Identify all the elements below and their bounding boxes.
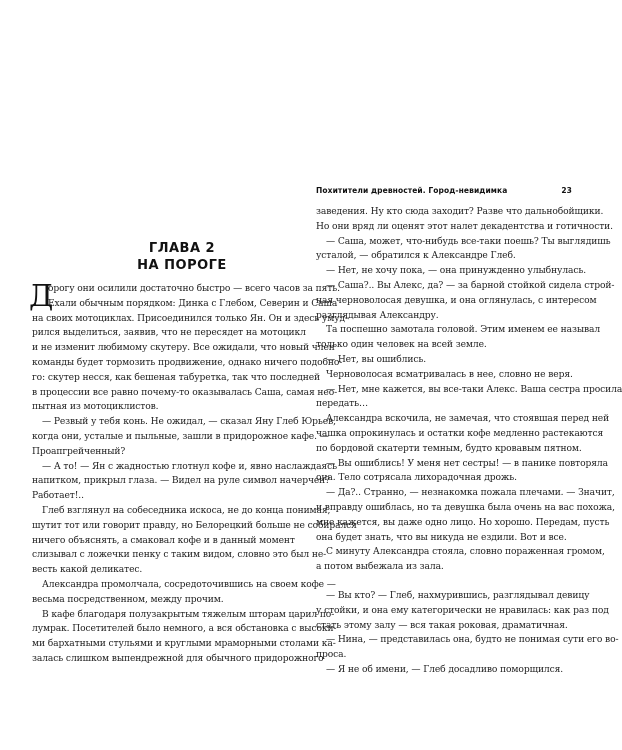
text-line: заведения. Ну кто сюда заходит? Разве что дальнобойщики. (316, 207, 604, 217)
text-line: у стойки, и она ему категорически не нравилась: как раз под (316, 605, 609, 616)
text-line: Глеб взглянул на собеседника искоса, не до конца понимая, (42, 505, 331, 516)
text-line: Д орогу они осилили достаточно быстро — всего часов за пять. (29, 279, 340, 314)
text-line: — А то! — Ян с жадностью глотнул кофе и, явно наслаждаясь (42, 461, 337, 472)
text-line: когда они, усталые и пыльные, зашли в придорожное кафе. — (32, 431, 329, 442)
text-line: ми бархатными стульями и круглыми мраморными столами ка- (32, 639, 336, 650)
text-line: лумрак. Посетителей было немного, а вся обстановка с высоки- (32, 624, 337, 635)
text-line: проса. (316, 650, 347, 661)
text-line: ничего объяснять, а смаковал кофе и в данный момент (32, 535, 295, 546)
text-line: — Саша?.. Вы Алекс, да? — за барной стойкой сидела строй- (326, 280, 615, 291)
text-line: — Нет, не хочу пока, — она принужденно улыбнулась. (326, 266, 587, 277)
right-body-text (316, 205, 622, 678)
text-line: Александра промолчала, сосредоточившись на своем кофе — (42, 579, 336, 590)
text-line: и вправду ошиблась, но та девушка была очень на вас похожа, (316, 502, 615, 513)
text-line: стать этому залу — вся такая роковая, драматичная. (316, 620, 568, 631)
text-line: — Вы кто? — Глеб, нахмурившись, разглядывал девицу (326, 590, 590, 601)
text-line: — Нет, вы ошиблись. (326, 354, 427, 365)
text-line: весьма посредственном, между прочим. (32, 594, 224, 605)
running-head (316, 186, 572, 195)
text-line: — Нина, — представилась она, будто не понимая сути его во- (326, 635, 619, 646)
text-line: передать… (316, 399, 369, 410)
text-line: Та поспешно замотала головой. Этим именем ее называл (326, 325, 601, 336)
text-line: В кафе благодаря полузакрытым тяжелым шторам царил по- (42, 609, 335, 620)
text-line: она. Тело сотрясала лихорадочная дрожь. (316, 473, 517, 484)
text-line: — Вы ошиблись! У меня нет сестры! — в панике повторяла (326, 458, 608, 469)
text-line: только один человек на всей земле. (316, 340, 487, 351)
text-line: — Резвый у тебя конь. Не ожидал, — сказал Яну Глеб Юрьев, (42, 417, 336, 428)
running-head-title: Похитители древностей. Город-невидимка (316, 186, 508, 195)
text-line: усталой, — обратился к Александре Глеб. (316, 251, 516, 262)
page-number: 23 (561, 186, 572, 195)
text-line: Черноволосая всматривалась в нее, словно не веря. (326, 369, 573, 380)
text-line: пытная из мотоциклистов. (32, 402, 159, 413)
text-line: мне кажется, вы даже одно лицо. Но хорошо. Передам, пусть (316, 517, 610, 528)
text-line: Но они вряд ли оценят этот налет декадентства и готичности. (316, 221, 613, 232)
chapter-heading (92, 240, 272, 274)
text-line: Ехали обычным порядком: Динка с Глебом, Северин и Саша (48, 298, 338, 309)
text-line: и не изменит любимому скутеру. Все ожидали, что новый член (32, 343, 335, 354)
text-line: — Я не об имени, — Глеб досадливо поморщился. (326, 664, 564, 675)
text-line: го: скутер несся, как бешеная табуретка, так что последней (32, 372, 321, 383)
text-line: она будет знать, что вы никуда не ездили. Вот и все. (316, 532, 567, 543)
text-line: Проапгрейченный? (32, 446, 126, 457)
chapter-title: НА ПОРОГЕ (137, 258, 227, 273)
text-line: по бордовой скатерти темным, будто кровавым пятном. (316, 443, 582, 454)
text-line: шутит тот или говорит правду, но Белорецкий больше не собирался (32, 520, 357, 531)
text-line: команды будет тормозить продвижение, однако ничего подобно- (32, 357, 343, 368)
text-line: — Нет, мне кажется, вы все-таки Алекс. Ваша сестра просила (326, 384, 622, 395)
chapter-number: ГЛАВА 2 (148, 241, 216, 256)
right-page (300, 0, 622, 750)
text-line: в процессии все равно почему-то оказывалась Саша, самая нео- (32, 387, 338, 398)
text-line: на своих мотоциклах. Присоединился только Ян. Он и здесь умуд- (32, 313, 348, 324)
drop-cap: Д (29, 279, 54, 314)
text-line: — Саша, может, что-нибудь все-таки поешь? Ты выглядишь (326, 236, 611, 247)
text-line: — Да?.. Странно, — незнакомка пожала плечами. — Значит, (326, 488, 615, 499)
text-line: Работает!.. (32, 491, 84, 502)
text-line: С минуту Александра стояла, словно пораженная громом, (326, 547, 605, 558)
text-line: слизывал с ложечки пенку с таким видом, словно это был не- (32, 550, 327, 561)
text-line: залась слишком выпендрежной для обычного придорожного (32, 653, 324, 664)
text-line: разглядывая Александру. (316, 310, 439, 321)
text-line: напитком, прикрыл глаза. — Видел на руле символ начерчен? (32, 476, 330, 487)
text-line: рился выделиться, заявив, что не пересядет на мотоцикл (32, 328, 306, 339)
text-line: а потом выбежала из зала. (316, 562, 444, 573)
text-line: Александра вскочила, не замечая, что стоявшая перед ней (326, 414, 610, 425)
text-line: ная черноволосая девушка, и она оглянулась, с интересом (316, 295, 597, 306)
text-line: чашка опрокинулась и остатки кофе медленно растекаются (316, 428, 604, 439)
text-line: весть какой деликатес. (32, 565, 143, 576)
